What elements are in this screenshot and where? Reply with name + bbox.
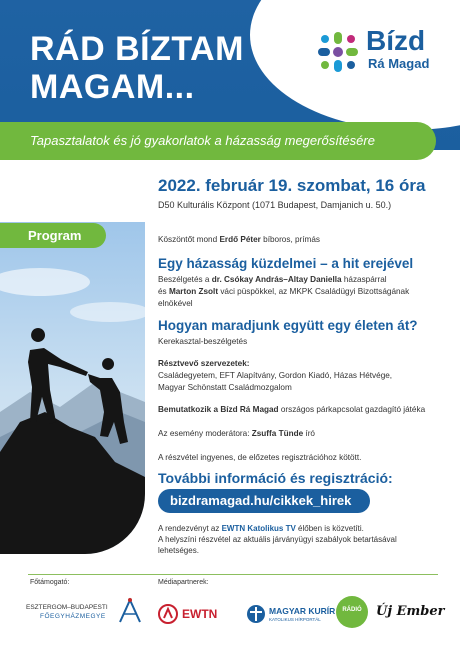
broadcast-post: élőben is közvetíti. [295, 524, 364, 533]
magyar-kurir-emblem-icon [246, 604, 266, 624]
title-line-2: MAGAM... [30, 68, 195, 106]
registration-link[interactable]: bizdramagad.hu/cikkek_hirek [158, 489, 370, 513]
talk2-subtitle: Kerekasztal-beszélgetés [158, 337, 248, 346]
moderator-line [158, 428, 315, 439]
footer-divider [28, 574, 438, 575]
game-pre: Bemutatkozik a Bízd Rá Magad [158, 405, 279, 414]
moderator-pre: Az esemény moderátora: [158, 429, 252, 438]
moderator-name: Zsuffa Tünde [251, 429, 304, 438]
magyar-kurir-text: MAGYAR KURÍR [269, 606, 336, 616]
rules-line1: A helyszíni részvétel az aktuális járványügyi szabályok betartásával [158, 535, 397, 544]
talk1-speakers: dr. Csókay András–Altay Daniella [211, 275, 342, 284]
radio-logo [336, 596, 368, 628]
talk1-line3: elnökével [158, 299, 193, 308]
climbers-photo [0, 222, 145, 554]
talk1-line1-post: házaspárral [341, 275, 387, 284]
uj-ember-logo [376, 602, 445, 624]
ewtn-logo [158, 603, 236, 625]
ewtn-text: EWTN [182, 607, 218, 621]
broadcast-line [158, 523, 397, 534]
game-line [158, 404, 425, 415]
talk1-bishop: Marton Zsolt [168, 287, 219, 296]
magyar-kurir-sub: KATOLIKUS HÍRPORTÁL [269, 617, 321, 622]
event-date: 2022. február 19. szombat, 16 óra [158, 176, 426, 195]
game-post: országos párkapcsolat gazdagító játéka [278, 405, 426, 414]
registration-note: A részvétel ingyenes, de előzetes regisztrációhoz kötött. [158, 453, 362, 462]
program-label: Program [28, 228, 82, 243]
radio-text: RÁDIÓ [342, 607, 362, 613]
info-heading: További információ és regisztráció: [158, 470, 393, 486]
organizations-line2: Magyar Schönstatt Családmozgalom [158, 383, 292, 392]
title-line-1: RÁD BÍZTAM [30, 30, 244, 68]
climbers-silhouette-image [0, 222, 145, 554]
media-partners-label: Médiapartnerek: [158, 579, 209, 586]
talk1-line1-pre: Beszélgetés a [158, 275, 212, 284]
organizations-heading: Résztvevő szervezetek: [158, 359, 250, 368]
talk1-line2 [158, 286, 409, 297]
program-tab [0, 223, 106, 248]
talk1-line2-pre: és [158, 287, 169, 296]
main-sponsor-label: Főtámogató: [30, 579, 70, 586]
archdiocese-line2: FŐEGYHÁZMEGYE [40, 613, 106, 620]
archdiocese-line1: ESZTERGOM–BUDAPESTI [26, 604, 108, 611]
logo-flower-icon [314, 28, 362, 76]
welcome-line [158, 234, 320, 245]
archdiocese-emblem-icon [116, 596, 144, 626]
organizations-line1: Családegyetem, EFT Alapítvány, Gordon Kiadó, Házas Hétvége, [158, 371, 393, 380]
welcome-pre: Köszöntőt mond [158, 235, 220, 244]
subtitle-band [0, 122, 436, 160]
archdiocese-logo [26, 596, 146, 630]
rules-line2: lehetséges. [158, 546, 199, 555]
moderator-post: író [303, 429, 315, 438]
event-venue: D50 Kulturális Központ (1071 Budapest, Damjanich u. 50.) [158, 200, 392, 210]
uj-ember-text: Új Ember [376, 604, 445, 619]
bizd-ra-magad-logo [314, 26, 444, 82]
talk2-title: Hogyan maradjunk együtt egy életen át? [158, 318, 418, 333]
logo-subtitle: Rá Magad [368, 56, 430, 71]
broadcast-pre: A rendezvényt az [158, 524, 222, 533]
talk1-line2-post: váci püspökkel, az MKPK Családügyi Bizottságának [218, 287, 410, 296]
broadcast-tv: EWTN Katolikus TV [221, 524, 296, 533]
subtitle-text: Tapasztalatok és jó gyakorlatok a házasság megerősítésére [30, 133, 375, 148]
poster-title [30, 30, 244, 106]
welcome-post: bíboros, prímás [260, 235, 321, 244]
logo-name: Bízd [366, 25, 426, 56]
talk1-title: Egy házasság küzdelmei – a hit erejével [158, 256, 414, 271]
welcome-name: Erdő Péter [219, 235, 261, 244]
talk1-line1 [158, 274, 387, 285]
broadcast-note [158, 523, 397, 556]
ewtn-emblem-icon [158, 604, 178, 624]
magyar-kurir-logo [246, 601, 336, 627]
